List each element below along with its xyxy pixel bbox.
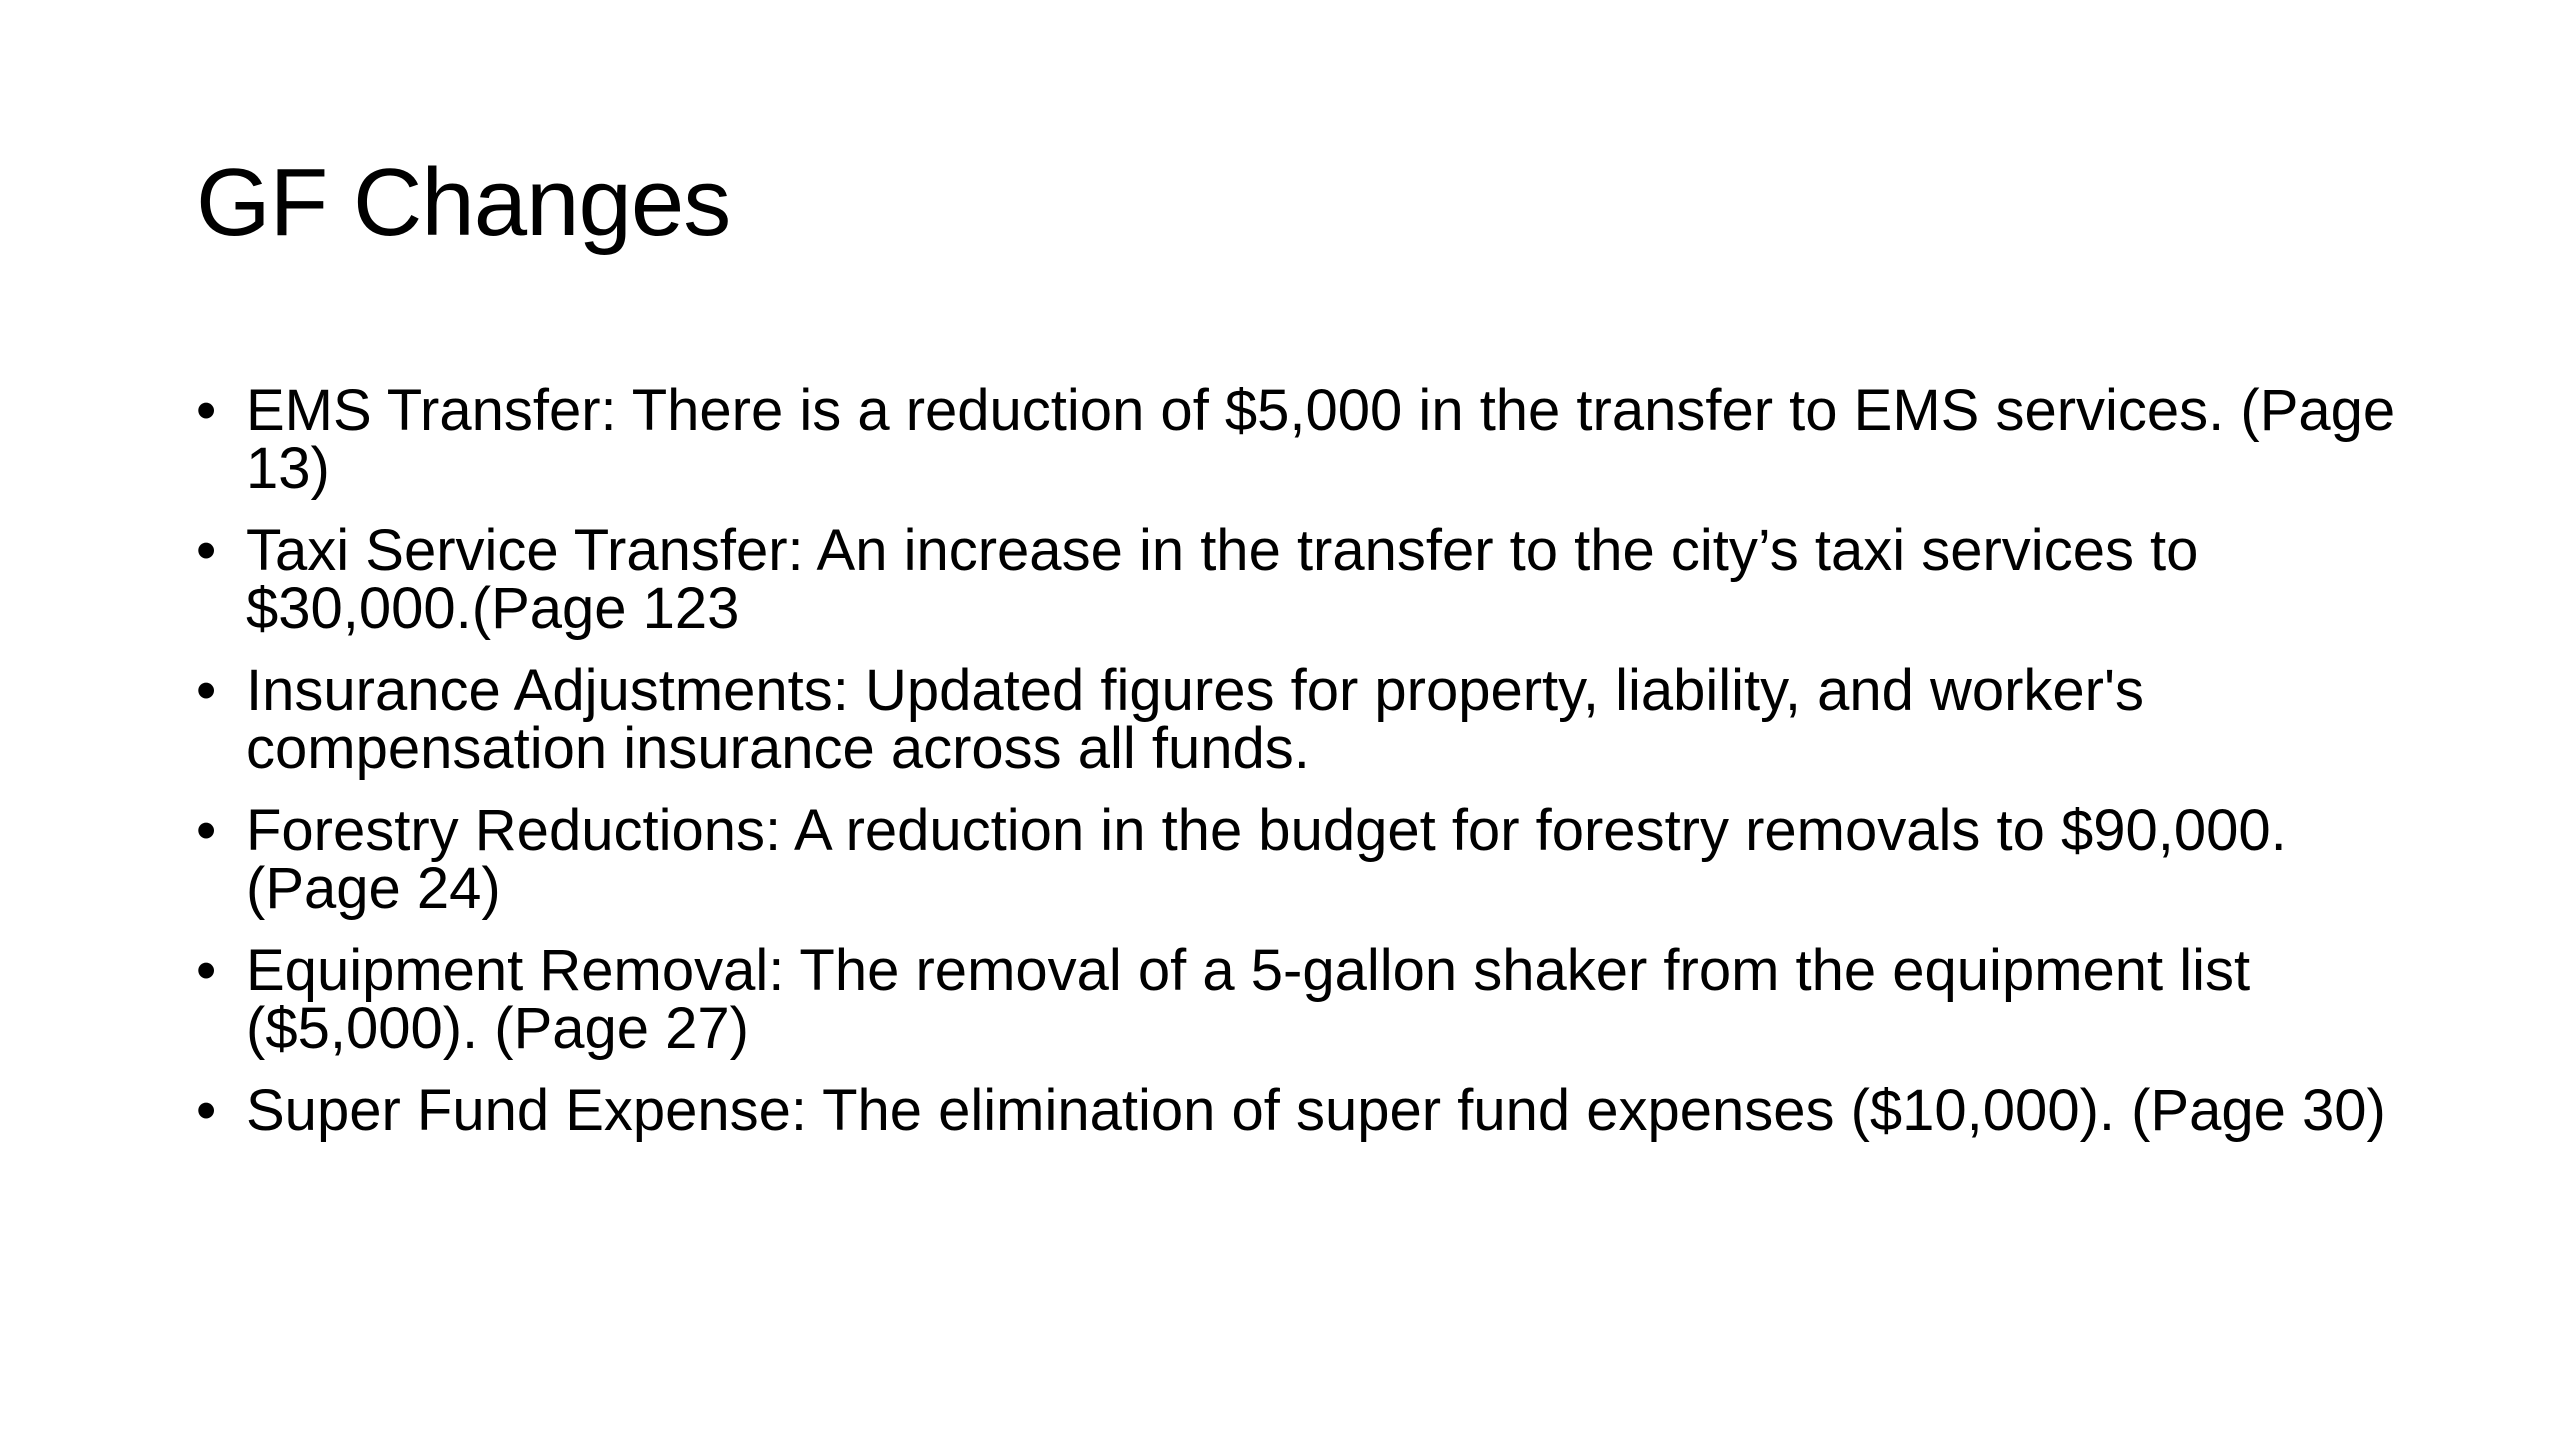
- bullet-text: Equipment Removal: The removal of a 5-gallon shaker from the equipment list ($5,000). (Page 27): [246, 938, 2251, 1061]
- bullet-list: [196, 378, 2396, 1164]
- bullet-text: Taxi Service Transfer: An increase in the transfer to the city’s taxi services to $30,000.(Page 123: [246, 518, 2199, 641]
- bullet-dot-icon: •: [196, 378, 217, 443]
- bullet-item-ems-transfer: [196, 378, 2396, 501]
- bullet-dot-icon: •: [196, 658, 217, 723]
- bullet-text: Insurance Adjustments: Updated figures for property, liability, and worker's compensation insurance across all funds.: [246, 658, 2145, 781]
- slide-title: GF Changes: [196, 149, 731, 256]
- bullet-item-taxi-service-transfer: [196, 518, 2396, 641]
- bullet-text: Forestry Reductions: A reduction in the budget for forestry removals to $90,000. (Page 24): [246, 798, 2287, 921]
- bullet-item-equipment-removal: [196, 938, 2396, 1061]
- bullet-dot-icon: •: [196, 518, 217, 583]
- bullet-item-super-fund-expense: [196, 1078, 2396, 1143]
- bullet-item-forestry-reductions: [196, 798, 2396, 921]
- bullet-item-insurance-adjustments: [196, 658, 2396, 781]
- bullet-dot-icon: •: [196, 938, 217, 1003]
- bullet-dot-icon: •: [196, 798, 217, 863]
- bullet-dot-icon: •: [196, 1078, 217, 1143]
- bullet-text: Super Fund Expense: The elimination of super fund expenses ($10,000). (Page 30): [246, 1078, 2386, 1143]
- bullet-text: EMS Transfer: There is a reduction of $5,000 in the transfer to EMS services. (Page 13): [246, 378, 2396, 501]
